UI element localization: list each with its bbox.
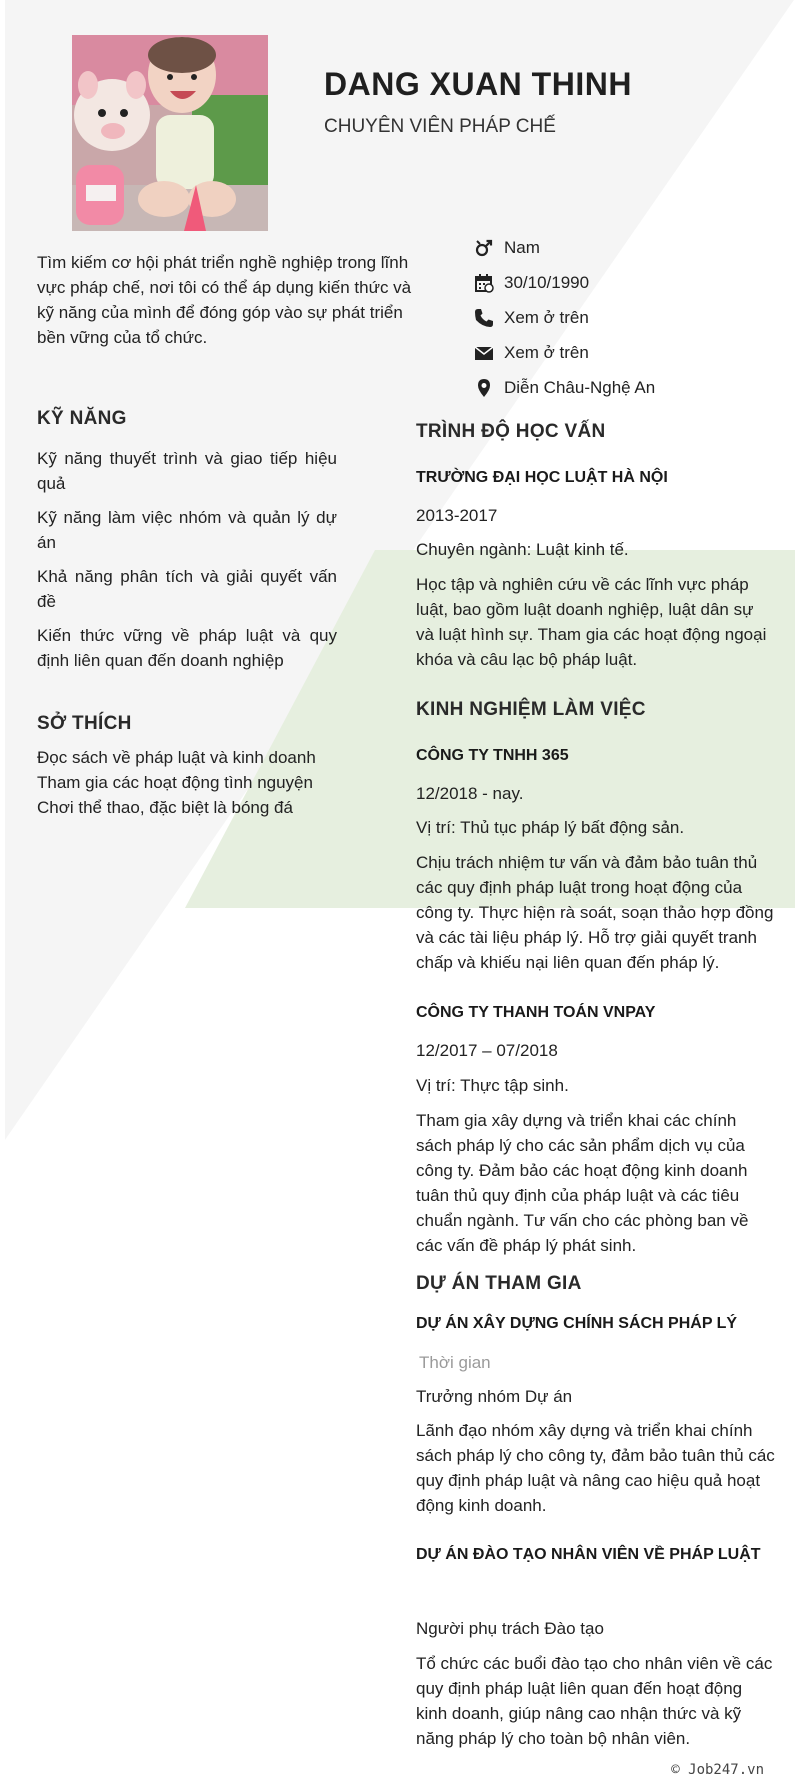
email-icon: [473, 342, 495, 364]
job-position: Vị trí: Thủ tục pháp lý bất động sản.: [416, 818, 685, 837]
job-period: 12/2017 – 07/2018: [416, 1041, 558, 1060]
contact-address-value: Diễn Châu-Nghệ An: [504, 377, 656, 397]
job-title: CHUYÊN VIÊN PHÁP CHẾ: [324, 116, 556, 137]
hobby-item: Chơi thể thao, đặc biệt là bóng đá: [37, 798, 293, 817]
education-period: 2013-2017: [416, 506, 498, 525]
calendar-icon: [473, 272, 495, 294]
hobby-item: Tham gia các hoạt động tình nguyện: [37, 773, 313, 792]
hobbies-title: SỞ THÍCH: [37, 713, 132, 734]
skills-title: KỸ NĂNG: [37, 408, 127, 429]
project-description: Lãnh đạo nhóm xây dựng và triển khai chính sách pháp lý cho công ty, đảm bảo tuân thủ các quy định pháp luật và nâng cao hiệu quả hoạt động kinh doanh.: [416, 1421, 775, 1515]
phone-icon: [473, 307, 495, 329]
education-school: TRƯỜNG ĐẠI HỌC LUẬT HÀ NỘI: [416, 469, 668, 486]
project-name: DỰ ÁN XÂY DỰNG CHÍNH SÁCH PHÁP LÝ: [416, 1315, 738, 1332]
contact-email-value: Xem ở trên: [504, 342, 589, 362]
skill-item: Kỹ năng làm việc nhóm và quản lý dự án: [37, 508, 337, 552]
job-company: CÔNG TY THANH TOÁN VNPAY: [416, 1004, 656, 1021]
job-company: CÔNG TY TNHH 365: [416, 747, 569, 764]
gender-icon: [473, 237, 495, 259]
location-icon: [473, 377, 495, 399]
hobbies-section: [37, 713, 357, 820]
project-role: Trưởng nhóm Dự án: [416, 1387, 573, 1406]
contact-gender-value: Nam: [504, 237, 540, 257]
candidate-name: DANG XUAN THINH: [324, 66, 632, 102]
project-time-placeholder: Thời gian: [419, 1353, 491, 1372]
education-description: Học tập và nghiên cứu về các lĩnh vực pháp luật, bao gồm luật doanh nghiệp, luật dân sự và luật hình sự. Tham gia các hoạt động ngoại khóa và câu lạc bộ pháp luật.: [416, 575, 767, 669]
job-period: 12/2018 - nay.: [416, 784, 524, 803]
contact-email: [473, 335, 773, 370]
skills-section: [37, 408, 337, 682]
project-role: Người phụ trách Đào tạo: [416, 1619, 604, 1638]
footer-copyright: © Job247.vn: [671, 1762, 764, 1778]
skill-item: Kiến thức vững về pháp luật và quy định liên quan đến doanh nghiệp: [37, 626, 337, 670]
projects-title: DỰ ÁN THAM GIA: [416, 1273, 582, 1294]
contact-birthday-value: 30/10/1990: [504, 272, 590, 292]
job-description: Chịu trách nhiệm tư vấn và đảm bảo tuân thủ các quy định pháp luật trong hoạt động của công ty. Thực hiện rà soát, soạn thảo hợp đồng và các tài liệu pháp lý. Hỗ trợ giải quyết tranh chấp và khiếu nại liên quan đến pháp lý.: [416, 853, 774, 972]
education-major: Chuyên ngành: Luật kinh tế.: [416, 540, 629, 559]
project-description: Tổ chức các buổi đào tạo cho nhân viên về các quy định pháp luật liên quan đến hoạt động kinh doanh, giúp nâng cao nhận thức và kỹ năng pháp lý cho toàn bộ nhân viên.: [416, 1654, 773, 1748]
contact-phone: [473, 300, 773, 335]
contact-birthday: [473, 265, 773, 300]
contact-gender: [473, 230, 773, 265]
education-title: TRÌNH ĐỘ HỌC VẤN: [416, 421, 606, 442]
avatar: [72, 35, 268, 231]
contact-info: [473, 230, 773, 405]
hobby-item: Đọc sách về pháp luật và kinh doanh: [37, 748, 316, 767]
career-objective: Tìm kiếm cơ hội phát triển nghề nghiệp trong lĩnh vực pháp chế, nơi tôi có thể áp dụng kiến thức và kỹ năng của mình để đóng góp vào sự phát triển bền vững của tổ chức.: [37, 253, 412, 347]
job-position: Vị trí: Thực tập sinh.: [416, 1076, 569, 1095]
project-name: DỰ ÁN ĐÀO TẠO NHÂN VIÊN VỀ PHÁP LUẬT: [416, 1546, 761, 1563]
skill-item: Kỹ năng thuyết trình và giao tiếp hiệu quả: [37, 449, 337, 493]
contact-address: [473, 370, 773, 405]
experience-title: KINH NGHIỆM LÀM VIỆC: [416, 699, 646, 720]
contact-phone-value: Xem ở trên: [504, 307, 589, 327]
job-description: Tham gia xây dựng và triển khai các chính sách pháp lý cho các sản phẩm dịch vụ của công ty. Đảm bảo các hoạt động kinh doanh tuân thủ quy định của pháp luật và các tiêu chuẩn ngành. Tư vấn cho các phòng ban về các vấn đề pháp lý phát sinh.: [416, 1111, 749, 1255]
skill-item: Khả năng phân tích và giải quyết vấn đề: [37, 567, 337, 611]
